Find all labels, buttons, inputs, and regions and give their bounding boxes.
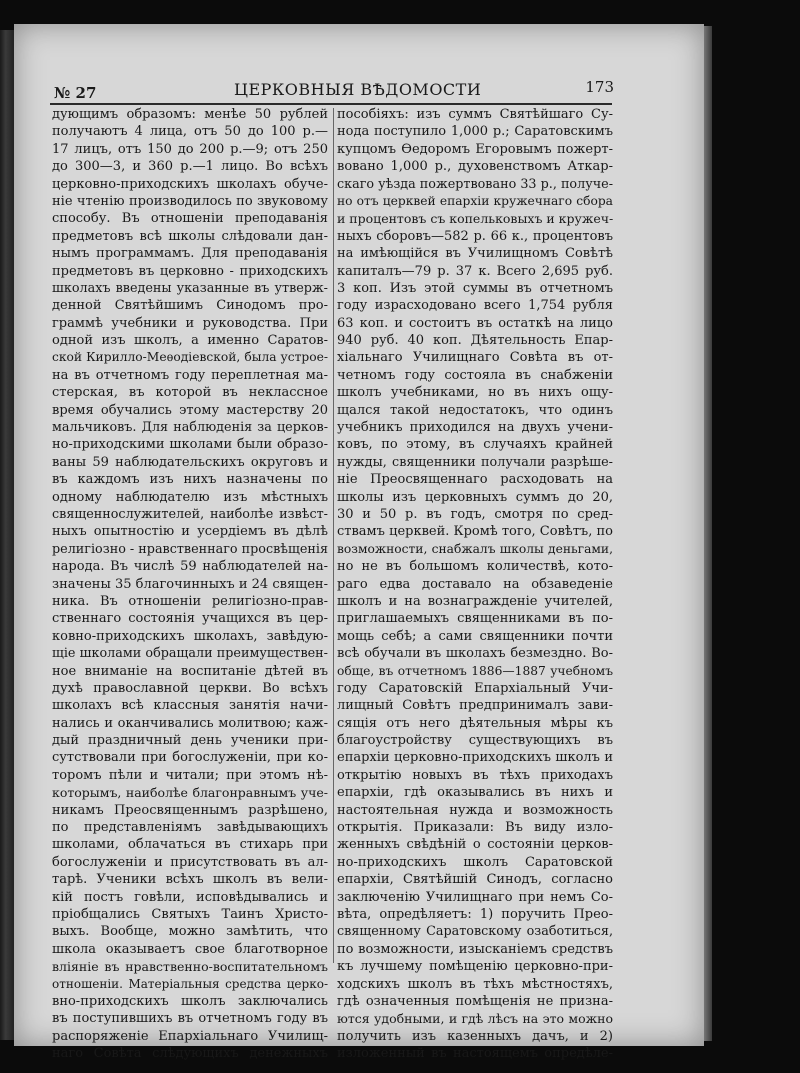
text-line: настоятельная нужда и возможность <box>337 802 613 818</box>
text-line: щался такой недостатокъ, что одинъ <box>337 402 613 418</box>
text-line: школахъ всѣ классныя занятія начи- <box>52 698 328 714</box>
text-line: обще, въ отчетномъ 1886—1887 учебномъ <box>337 663 613 678</box>
text-line: къ лучшему помѣщенію церковно-при- <box>337 959 613 975</box>
text-line: году израсходовано всего 1,754 рубля <box>337 298 613 314</box>
text-line: сутствовали при богослуженіи, при ко- <box>52 750 328 766</box>
text-line: ныхъ сборовъ—582 р. 66 к., процентовъ <box>337 228 613 244</box>
text-line: вѣта, опредѣляетъ: 1) поручить Прео- <box>337 906 613 922</box>
text-line: пособіяхъ: изъ суммъ Святѣйшаго Су- <box>337 107 613 122</box>
text-line: нода поступило 1,000 р.; Саратовскимъ <box>337 124 613 140</box>
text-line: году Саратовскій Епархіальный Учи- <box>337 680 613 696</box>
text-line: заключенію Училищнаго при немъ Со- <box>337 889 613 905</box>
text-line: тарѣ. Ученики всѣхъ школъ въ вели- <box>52 872 328 888</box>
text-line: ствамъ церквей. Кромѣ того, Совѣтъ, по <box>337 524 613 540</box>
text-line: но-приходскихъ школъ Саратовской <box>337 854 613 870</box>
text-line: стерская, въ которой въ неклассное <box>52 385 328 401</box>
text-line: ются удобными, и гдѣ лѣсъ на это можно <box>337 1011 613 1027</box>
text-line: учебникъ приходился на двухъ учени- <box>337 420 613 436</box>
text-line: школъ и на вознагражденіе учителей, <box>337 593 613 609</box>
text-line: ніе Преосвященнаго расходовать на <box>337 472 613 488</box>
text-line: время обучались этому мастерству 20 <box>52 402 328 418</box>
text-line: ходскихъ школъ въ тѣхъ мѣстностяхъ, <box>337 976 613 992</box>
text-line: епархіи, гдѣ оказывались въ нихъ и <box>337 785 613 801</box>
text-line: и процентовъ съ копельковыхъ и кружеч- <box>337 211 613 227</box>
text-line: нымъ программамъ. Для преподаванія <box>52 246 328 262</box>
text-line: ніе чтенію производилось по звуковому <box>52 193 328 209</box>
text-line: открытію новыхъ въ тѣхъ приходахъ <box>337 767 613 783</box>
left-column <box>52 106 328 1062</box>
text-line: по представленіямъ завѣдывающихъ <box>52 820 328 836</box>
text-line: священнослужителей, наиболѣе извѣст- <box>52 506 328 522</box>
text-line: до 300—3, и 360 р.—1 лицо. Во всѣхъ <box>52 159 328 175</box>
text-line: но-приходскими школами были образо- <box>52 437 328 453</box>
text-line: школы изъ церковныхъ суммъ до 20, <box>337 489 613 505</box>
text-line: одной изъ школъ, а именно Саратов- <box>52 333 328 349</box>
text-line: дующимъ образомъ: менѣе 50 рублей <box>52 107 328 122</box>
text-line: хіальнаго Училищнаго Совѣта въ от- <box>337 350 613 366</box>
text-line: 17 лицъ, отъ 150 до 200 р.—9; отъ 250 <box>52 141 328 157</box>
text-line: епархіи церковно-приходскихъ школъ и <box>337 750 613 766</box>
text-line: лищный Совѣтъ предпринималъ зави- <box>337 698 613 714</box>
text-line: изложенный въ настоящемъ опредѣле- <box>337 1046 613 1062</box>
text-line: религіозно - нравственнаго просвѣщенія <box>52 541 328 557</box>
text-line: предметовъ въ церковно - приходскихъ <box>52 263 328 279</box>
text-line: одному наблюдателю изъ мѣстныхъ <box>52 489 328 505</box>
text-line: благоустройству существующихъ въ <box>337 733 613 749</box>
text-line: но не въ большомъ количествѣ, кото- <box>337 559 613 575</box>
text-line: школъ учебниками, но въ нихъ ощу- <box>337 385 613 401</box>
text-line: распоряженіе Епархіальнаго Училищ- <box>52 1028 328 1044</box>
text-line: вно-приходскихъ школъ заключались <box>52 993 328 1009</box>
text-line: способу. Въ отношеніи преподаванія <box>52 211 328 227</box>
text-line: ваны 59 наблюдательскихъ округовъ и <box>52 454 328 470</box>
column-divider <box>333 108 334 963</box>
text-line: пріобщались Святыхъ Таинъ Христо- <box>52 906 328 922</box>
text-line: всѣ обучали въ школахъ безмездно. Во- <box>337 646 613 662</box>
journal-title: ЦЕРКОВНЫЯ ВѢДОМОСТИ <box>234 80 482 99</box>
text-line: значены 35 благочинныхъ и 24 священ- <box>52 576 328 592</box>
text-line: ковно-приходскихъ школахъ, завѣдую- <box>52 628 328 644</box>
text-line: церковно-приходскихъ школахъ обуче- <box>52 176 328 192</box>
text-line: кій постъ говѣли, исповѣдывались и <box>52 889 328 905</box>
text-line: по возможности, изысканіемъ средствъ <box>337 941 613 957</box>
text-line: купцомъ Ѳедоромъ Егоровымъ пожерт- <box>337 141 613 157</box>
text-line: въ поступившихъ въ отчетномъ году въ <box>52 1011 328 1027</box>
text-line: щіе школами обращали преимуществен- <box>52 646 328 662</box>
text-line: предметовъ всѣ школы слѣдовали дан- <box>52 228 328 244</box>
text-line: ковъ, по этому, въ случаяхъ крайней <box>337 437 613 453</box>
text-line: вовано 1,000 р., духовенствомъ Аткар- <box>337 159 613 175</box>
text-line: приглашаемыхъ священниками въ по- <box>337 611 613 627</box>
text-line: денной Святѣйшимъ Синодомъ про- <box>52 298 328 314</box>
book-spine <box>0 30 14 1040</box>
text-line: отношеніи. Матеріальныя средства церко- <box>52 976 328 991</box>
header-rule <box>50 103 612 105</box>
text-line: священному Саратовскому озаботиться, <box>337 924 613 940</box>
text-line: ской Кирилло-Меѳодіевской, была устрое- <box>52 350 328 365</box>
text-line: получаютъ 4 лица, отъ 50 до 100 р.— <box>52 124 328 140</box>
text-line: 63 коп. и состоитъ въ остаткѣ на лицо <box>337 315 613 331</box>
text-line: которымъ, наиболѣе благонравнымъ уче- <box>52 785 328 801</box>
text-line: дый праздничный день ученики при- <box>52 733 328 749</box>
text-line: ственнаго состоянія учащихся въ цер- <box>52 611 328 627</box>
text-line: ныхъ опытностію и усердіемъ въ дѣлѣ <box>52 524 328 540</box>
text-line: въ каждомъ изъ нихъ назначены по <box>52 472 328 488</box>
text-line: возможности, снабжалъ школы деньгами, <box>337 541 613 556</box>
text-line: школами, облачаться въ стихарь при <box>52 837 328 853</box>
text-line: ное вниманіе на воспитаніе дѣтей въ <box>52 663 328 679</box>
text-line: 3 коп. Изъ этой суммы въ отчетномъ <box>337 280 613 296</box>
text-line: ника. Въ отношеніи религіозно-прав- <box>52 593 328 609</box>
text-line: сящія отъ него дѣятельныя мѣры къ <box>337 715 613 731</box>
text-line: торомъ пѣли и читали; при этомъ нѣ- <box>52 767 328 783</box>
text-line: раго едва доставало на обзаведеніе <box>337 576 613 592</box>
text-line: народа. Въ числѣ 59 наблюдателей на- <box>52 559 328 575</box>
right-column <box>337 106 613 1062</box>
text-line: гдѣ означенныя помѣщенія не призна- <box>337 993 613 1009</box>
text-line: школахъ введены указанные въ утверж- <box>52 280 328 296</box>
issue-number: № 27 <box>54 84 97 102</box>
text-line: выхъ. Вообще, можно замѣтить, что <box>52 924 328 940</box>
text-line: никамъ Преосвященнымъ разрѣшено, <box>52 802 328 818</box>
text-line: капиталъ—79 р. 37 к. Всего 2,695 руб. <box>337 263 613 279</box>
text-line: епархіи, Святѣйшій Синодъ, согласно <box>337 872 613 888</box>
text-line: открытія. Приказали: Въ виду изло- <box>337 820 613 836</box>
text-line: на имѣющійся въ Училищномъ Совѣтѣ <box>337 246 613 262</box>
text-line: мощь себѣ; а сами священники почти <box>337 628 613 644</box>
text-line: богослуженіи и присутствовать въ ал- <box>52 854 328 870</box>
text-line: нужды, священники получали разрѣше- <box>337 454 613 470</box>
text-line: наго Совѣта слѣдующихъ денежныхъ <box>52 1046 328 1062</box>
text-line: скаго уѣзда пожертвовано 33 р., получе- <box>337 176 613 192</box>
text-line: мальчиковъ. Для наблюденія за церков- <box>52 420 328 436</box>
text-line: 30 и 50 р. въ годъ, смотря по сред- <box>337 506 613 522</box>
page-number: 173 <box>585 78 614 96</box>
text-line: четномъ году состояла въ снабженіи <box>337 367 613 383</box>
text-line: женныхъ свѣдѣній о состояніи церков- <box>337 837 613 853</box>
text-line: получить изъ казенныхъ дачъ, и 2) <box>337 1028 613 1044</box>
text-line: духѣ православной церкви. Во всѣхъ <box>52 680 328 696</box>
text-line: вліяніе въ нравственно-воспитательномъ <box>52 959 328 975</box>
page-header <box>54 78 614 104</box>
text-line: нались и оканчивались молитвою; каж- <box>52 715 328 731</box>
text-line: на въ отчетномъ году переплетная ма- <box>52 367 328 383</box>
text-line: но отъ церквей епархіи кружечнаго сбора <box>337 193 613 208</box>
text-line: школа оказываетъ свое благотворное <box>52 941 328 957</box>
text-line: 940 руб. 40 коп. Дѣятельность Епар- <box>337 333 613 349</box>
text-line: граммѣ учебники и руководства. При <box>52 315 328 331</box>
